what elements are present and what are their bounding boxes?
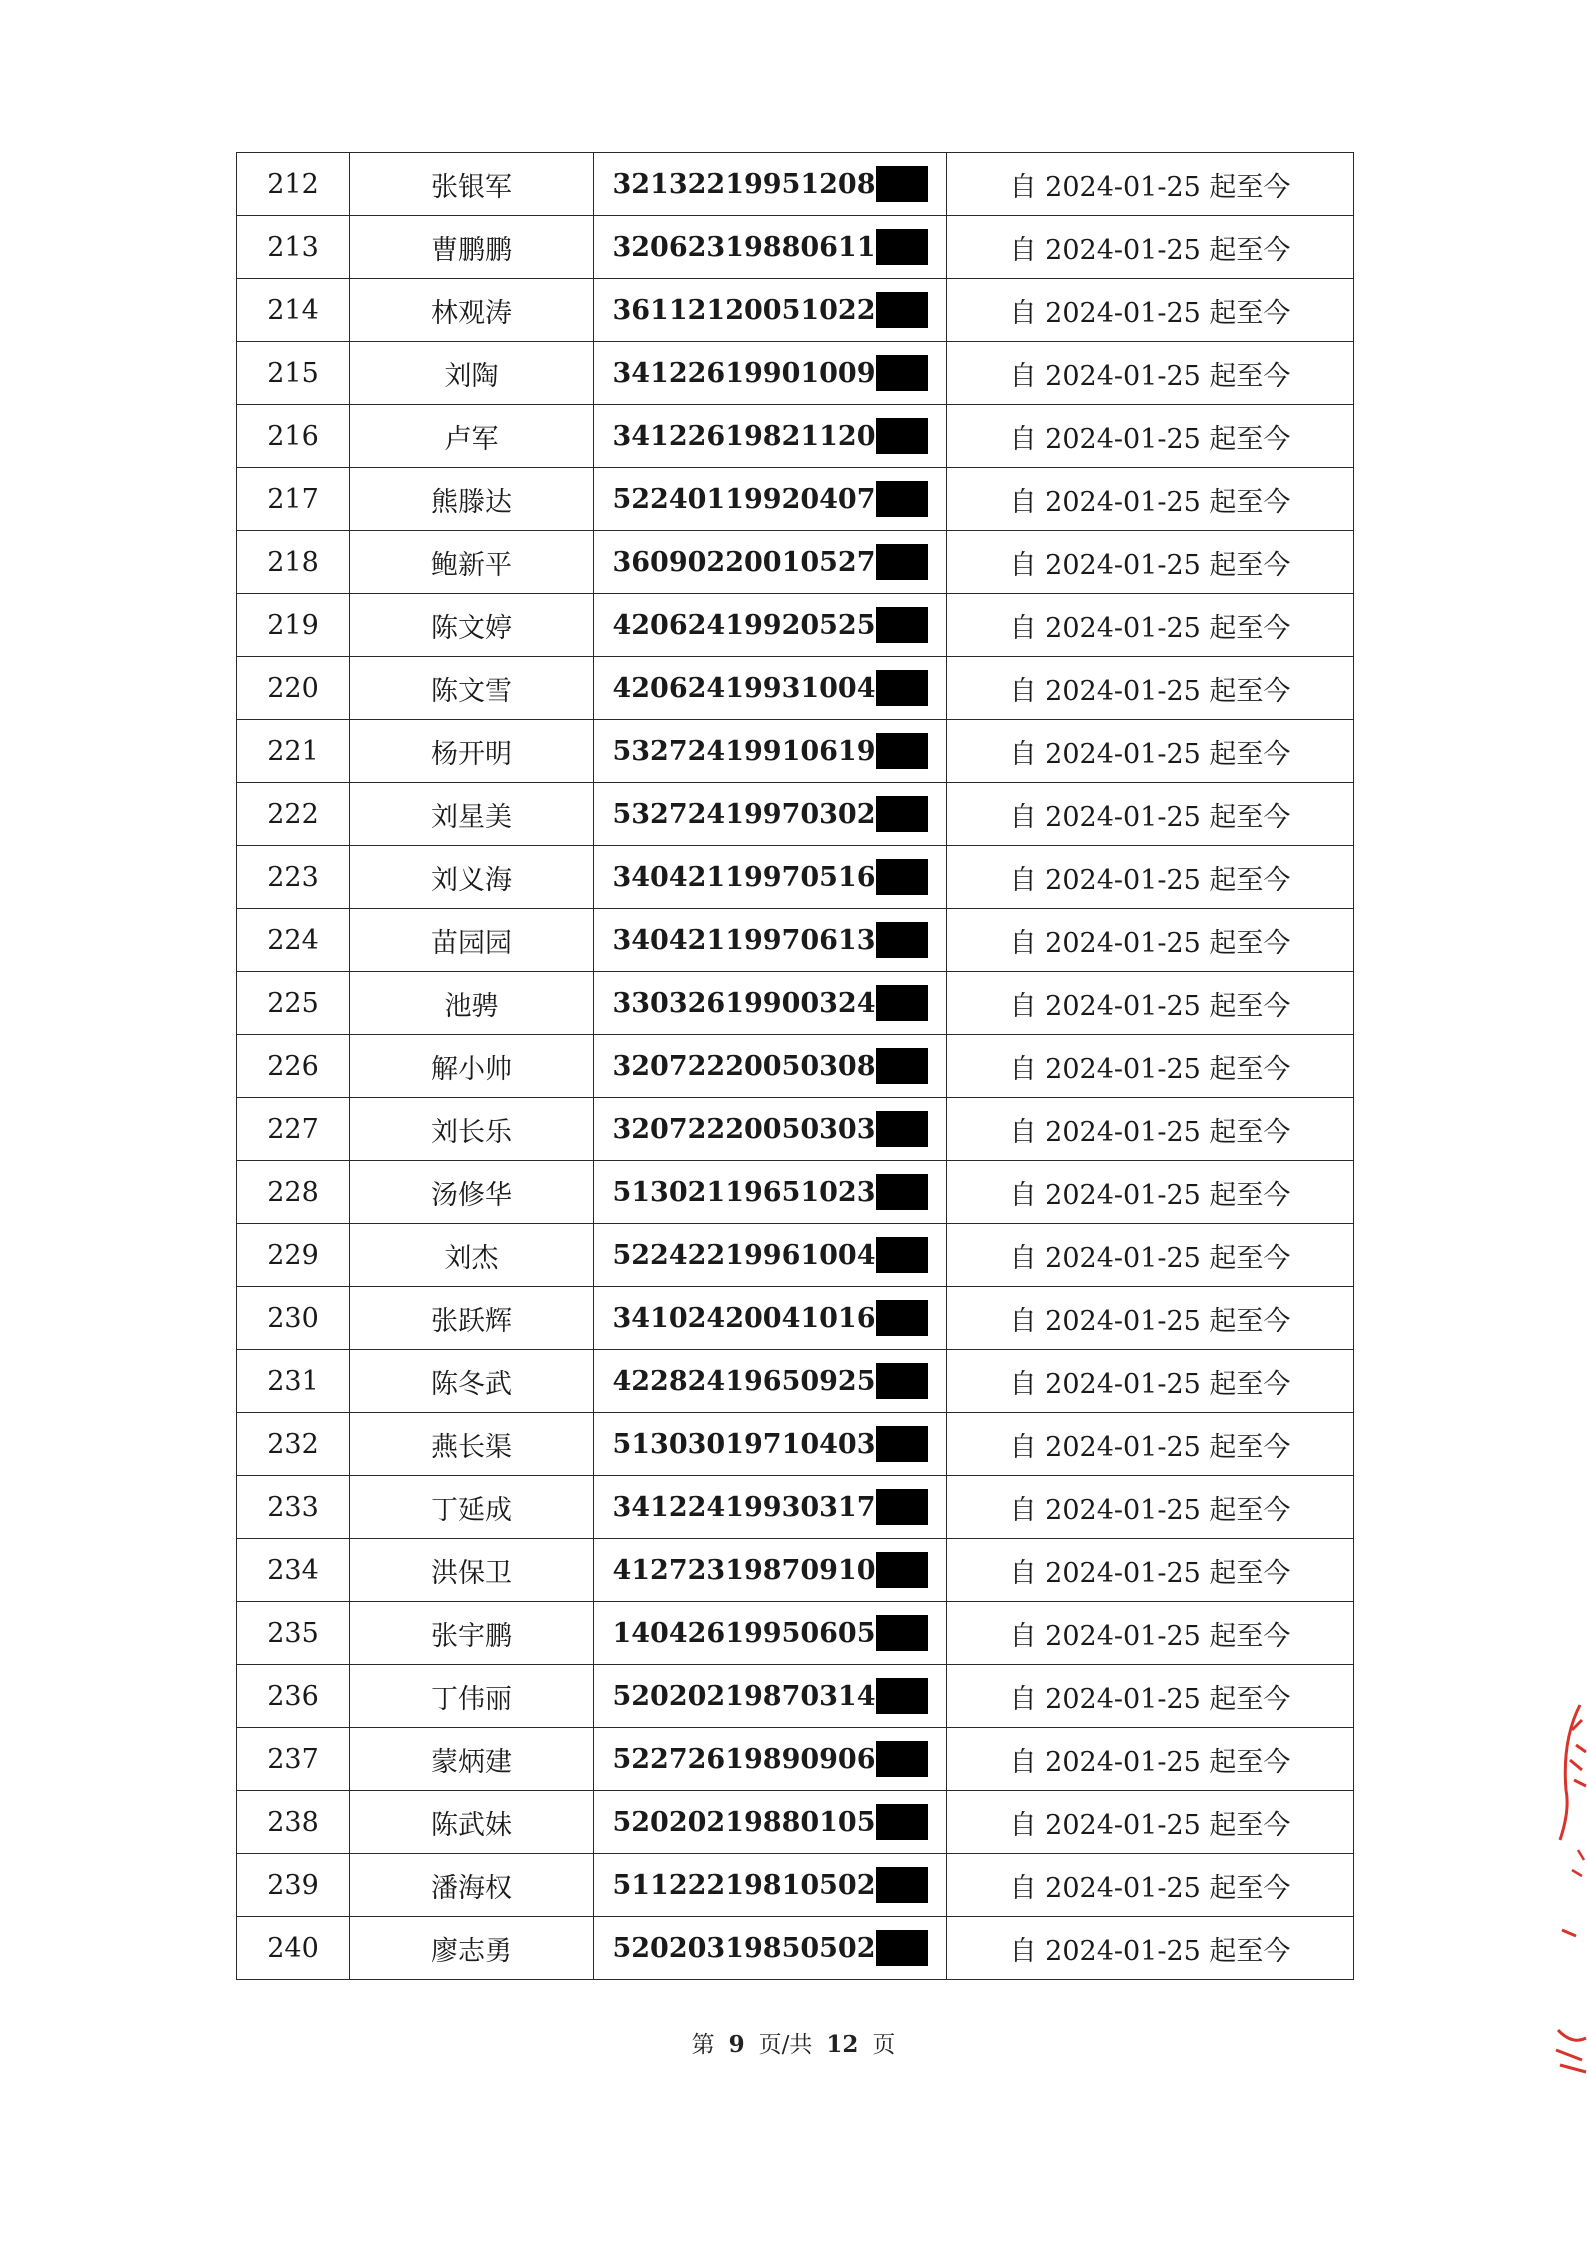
effective-period: 自 2024-01-25 起至今 bbox=[947, 342, 1354, 405]
id-number-cell bbox=[594, 657, 947, 720]
effective-period: 自 2024-01-25 起至今 bbox=[947, 405, 1354, 468]
effective-period: 自 2024-01-25 起至今 bbox=[947, 846, 1354, 909]
redaction-block bbox=[876, 1174, 928, 1210]
id-number-cell bbox=[594, 531, 947, 594]
id-number-cell bbox=[594, 405, 947, 468]
person-name: 丁伟丽 bbox=[350, 1665, 594, 1728]
row-number: 228 bbox=[237, 1161, 350, 1224]
id-number-cell bbox=[594, 342, 947, 405]
table-row bbox=[237, 216, 1354, 279]
person-name: 林观涛 bbox=[350, 279, 594, 342]
redaction-block bbox=[876, 922, 928, 958]
redaction-block bbox=[876, 859, 928, 895]
table-row bbox=[237, 1602, 1354, 1665]
redaction-block bbox=[876, 1615, 928, 1651]
redaction-block bbox=[876, 1741, 928, 1777]
id-number-cell bbox=[594, 1413, 947, 1476]
id-number-partial: 52020219870314 bbox=[612, 1680, 876, 1712]
id-number-cell bbox=[594, 1728, 947, 1791]
id-number-partial: 34122619821120 bbox=[612, 420, 876, 452]
effective-period: 自 2024-01-25 起至今 bbox=[947, 657, 1354, 720]
table-row bbox=[237, 1728, 1354, 1791]
person-name: 曹鹏鹏 bbox=[350, 216, 594, 279]
table-row bbox=[237, 153, 1354, 216]
redaction-block bbox=[876, 733, 928, 769]
effective-period: 自 2024-01-25 起至今 bbox=[947, 279, 1354, 342]
footer-middle: 页/共 bbox=[758, 2032, 813, 2058]
id-number-cell bbox=[594, 153, 947, 216]
effective-period: 自 2024-01-25 起至今 bbox=[947, 909, 1354, 972]
id-number-cell bbox=[594, 783, 947, 846]
table-row bbox=[237, 1665, 1354, 1728]
person-name: 张跃辉 bbox=[350, 1287, 594, 1350]
effective-period: 自 2024-01-25 起至今 bbox=[947, 1098, 1354, 1161]
row-number: 224 bbox=[237, 909, 350, 972]
person-name: 陈文雪 bbox=[350, 657, 594, 720]
effective-period: 自 2024-01-25 起至今 bbox=[947, 153, 1354, 216]
table-body bbox=[237, 153, 1354, 1980]
row-number: 231 bbox=[237, 1350, 350, 1413]
row-number: 221 bbox=[237, 720, 350, 783]
person-name: 陈武妹 bbox=[350, 1791, 594, 1854]
redaction-block bbox=[876, 292, 928, 328]
effective-period: 自 2024-01-25 起至今 bbox=[947, 1539, 1354, 1602]
effective-period: 自 2024-01-25 起至今 bbox=[947, 1917, 1354, 1980]
row-number: 214 bbox=[237, 279, 350, 342]
effective-period: 自 2024-01-25 起至今 bbox=[947, 216, 1354, 279]
id-number-cell bbox=[594, 1854, 947, 1917]
effective-period: 自 2024-01-25 起至今 bbox=[947, 1035, 1354, 1098]
id-number-partial: 52020219880105 bbox=[612, 1806, 876, 1838]
person-name: 鲍新平 bbox=[350, 531, 594, 594]
id-number-cell bbox=[594, 1350, 947, 1413]
id-number-cell bbox=[594, 468, 947, 531]
row-number: 229 bbox=[237, 1224, 350, 1287]
redaction-block bbox=[876, 607, 928, 643]
id-number-partial: 36112120051022 bbox=[612, 294, 876, 326]
redaction-block bbox=[876, 418, 928, 454]
table-row bbox=[237, 594, 1354, 657]
table-row bbox=[237, 1350, 1354, 1413]
id-number-partial: 32072220050303 bbox=[612, 1113, 876, 1145]
row-number: 219 bbox=[237, 594, 350, 657]
id-number-partial: 34102420041016 bbox=[612, 1302, 876, 1334]
table-row bbox=[237, 1287, 1354, 1350]
person-name: 解小帅 bbox=[350, 1035, 594, 1098]
redaction-block bbox=[876, 1867, 928, 1903]
id-number-cell bbox=[594, 279, 947, 342]
id-number-cell bbox=[594, 720, 947, 783]
row-number: 239 bbox=[237, 1854, 350, 1917]
id-number-partial: 42282419650925 bbox=[612, 1365, 876, 1397]
table-row bbox=[237, 1476, 1354, 1539]
effective-period: 自 2024-01-25 起至今 bbox=[947, 1854, 1354, 1917]
row-number: 223 bbox=[237, 846, 350, 909]
person-name: 刘杰 bbox=[350, 1224, 594, 1287]
row-number: 232 bbox=[237, 1413, 350, 1476]
id-number-partial: 34042119970613 bbox=[612, 924, 876, 956]
redaction-block bbox=[876, 670, 928, 706]
id-number-partial: 32072220050308 bbox=[612, 1050, 876, 1082]
row-number: 230 bbox=[237, 1287, 350, 1350]
row-number: 240 bbox=[237, 1917, 350, 1980]
redaction-block bbox=[876, 481, 928, 517]
id-number-partial: 34122419930317 bbox=[612, 1491, 876, 1523]
id-number-partial: 36090220010527 bbox=[612, 546, 876, 578]
effective-period: 自 2024-01-25 起至今 bbox=[947, 1476, 1354, 1539]
row-number: 236 bbox=[237, 1665, 350, 1728]
id-number-partial: 51303019710403 bbox=[612, 1428, 876, 1460]
redaction-block bbox=[876, 229, 928, 265]
personnel-table bbox=[236, 152, 1354, 1980]
redaction-block bbox=[876, 355, 928, 391]
redaction-block bbox=[876, 1930, 928, 1966]
id-number-cell bbox=[594, 1161, 947, 1224]
redaction-block bbox=[876, 796, 928, 832]
table-row bbox=[237, 657, 1354, 720]
person-name: 陈文婷 bbox=[350, 594, 594, 657]
effective-period: 自 2024-01-25 起至今 bbox=[947, 531, 1354, 594]
redaction-block bbox=[876, 166, 928, 202]
table-row bbox=[237, 531, 1354, 594]
id-number-partial: 14042619950605 bbox=[612, 1617, 876, 1649]
person-name: 洪保卫 bbox=[350, 1539, 594, 1602]
redaction-block bbox=[876, 1552, 928, 1588]
table-row bbox=[237, 1035, 1354, 1098]
row-number: 216 bbox=[237, 405, 350, 468]
effective-period: 自 2024-01-25 起至今 bbox=[947, 720, 1354, 783]
person-name: 苗园园 bbox=[350, 909, 594, 972]
person-name: 刘星美 bbox=[350, 783, 594, 846]
id-number-cell bbox=[594, 972, 947, 1035]
table-row bbox=[237, 1098, 1354, 1161]
person-name: 刘长乐 bbox=[350, 1098, 594, 1161]
id-number-partial: 42062419920525 bbox=[612, 609, 876, 641]
person-name: 汤修华 bbox=[350, 1161, 594, 1224]
total-pages-number: 12 bbox=[826, 2031, 859, 2058]
current-page-number: 9 bbox=[728, 2031, 745, 2058]
id-number-partial: 41272319870910 bbox=[612, 1554, 876, 1586]
table-row bbox=[237, 279, 1354, 342]
id-number-cell bbox=[594, 1224, 947, 1287]
table-row bbox=[237, 846, 1354, 909]
redaction-block bbox=[876, 1363, 928, 1399]
table-row bbox=[237, 1917, 1354, 1980]
effective-period: 自 2024-01-25 起至今 bbox=[947, 972, 1354, 1035]
official-seal-stamp bbox=[1552, 1700, 1587, 2080]
effective-period: 自 2024-01-25 起至今 bbox=[947, 468, 1354, 531]
table-row bbox=[237, 720, 1354, 783]
row-number: 220 bbox=[237, 657, 350, 720]
effective-period: 自 2024-01-25 起至今 bbox=[947, 1224, 1354, 1287]
table-row bbox=[237, 1854, 1354, 1917]
row-number: 225 bbox=[237, 972, 350, 1035]
id-number-partial: 32132219951208 bbox=[612, 168, 876, 200]
table-row bbox=[237, 909, 1354, 972]
id-number-cell bbox=[594, 594, 947, 657]
redaction-block bbox=[876, 1111, 928, 1147]
id-number-partial: 53272419970302 bbox=[612, 798, 876, 830]
id-number-partial: 51302119651023 bbox=[612, 1176, 876, 1208]
id-number-partial: 52020319850502 bbox=[612, 1932, 876, 1964]
person-name: 熊滕达 bbox=[350, 468, 594, 531]
id-number-cell bbox=[594, 846, 947, 909]
person-name: 刘义海 bbox=[350, 846, 594, 909]
table-row bbox=[237, 783, 1354, 846]
table-row bbox=[237, 1413, 1354, 1476]
id-number-partial: 32062319880611 bbox=[612, 231, 876, 263]
effective-period: 自 2024-01-25 起至今 bbox=[947, 1350, 1354, 1413]
footer-prefix: 第 bbox=[691, 2032, 715, 2058]
person-name: 丁延成 bbox=[350, 1476, 594, 1539]
row-number: 215 bbox=[237, 342, 350, 405]
table-row bbox=[237, 468, 1354, 531]
row-number: 235 bbox=[237, 1602, 350, 1665]
table-row bbox=[237, 1224, 1354, 1287]
id-number-cell bbox=[594, 1287, 947, 1350]
table-row bbox=[237, 1791, 1354, 1854]
row-number: 212 bbox=[237, 153, 350, 216]
person-name: 燕长渠 bbox=[350, 1413, 594, 1476]
id-number-cell bbox=[594, 1035, 947, 1098]
table-row bbox=[237, 405, 1354, 468]
id-number-cell bbox=[594, 216, 947, 279]
row-number: 222 bbox=[237, 783, 350, 846]
id-number-partial: 42062419931004 bbox=[612, 672, 876, 704]
redaction-block bbox=[876, 1048, 928, 1084]
table-row bbox=[237, 1161, 1354, 1224]
id-number-partial: 52272619890906 bbox=[612, 1743, 876, 1775]
id-number-cell bbox=[594, 1098, 947, 1161]
footer-suffix: 页 bbox=[872, 2032, 896, 2058]
person-name: 杨开明 bbox=[350, 720, 594, 783]
redaction-block bbox=[876, 1237, 928, 1273]
person-name: 刘陶 bbox=[350, 342, 594, 405]
id-number-partial: 52240119920407 bbox=[612, 483, 876, 515]
table-row bbox=[237, 1539, 1354, 1602]
row-number: 213 bbox=[237, 216, 350, 279]
id-number-partial: 34042119970516 bbox=[612, 861, 876, 893]
page-footer bbox=[0, 2026, 1587, 2059]
redaction-block bbox=[876, 1804, 928, 1840]
row-number: 233 bbox=[237, 1476, 350, 1539]
row-number: 234 bbox=[237, 1539, 350, 1602]
id-number-cell bbox=[594, 1665, 947, 1728]
id-number-partial: 34122619901009 bbox=[612, 357, 876, 389]
person-name: 陈冬武 bbox=[350, 1350, 594, 1413]
id-number-partial: 51122219810502 bbox=[612, 1869, 876, 1901]
person-name: 张银军 bbox=[350, 153, 594, 216]
person-name: 卢军 bbox=[350, 405, 594, 468]
effective-period: 自 2024-01-25 起至今 bbox=[947, 1161, 1354, 1224]
redaction-block bbox=[876, 1678, 928, 1714]
effective-period: 自 2024-01-25 起至今 bbox=[947, 1791, 1354, 1854]
effective-period: 自 2024-01-25 起至今 bbox=[947, 594, 1354, 657]
person-name: 廖志勇 bbox=[350, 1917, 594, 1980]
redaction-block bbox=[876, 1426, 928, 1462]
id-number-cell bbox=[594, 909, 947, 972]
row-number: 226 bbox=[237, 1035, 350, 1098]
id-number-cell bbox=[594, 1539, 947, 1602]
table-row bbox=[237, 972, 1354, 1035]
person-name: 潘海权 bbox=[350, 1854, 594, 1917]
redaction-block bbox=[876, 1489, 928, 1525]
redaction-block bbox=[876, 544, 928, 580]
redaction-block bbox=[876, 1300, 928, 1336]
effective-period: 自 2024-01-25 起至今 bbox=[947, 1602, 1354, 1665]
row-number: 237 bbox=[237, 1728, 350, 1791]
effective-period: 自 2024-01-25 起至今 bbox=[947, 1728, 1354, 1791]
row-number: 238 bbox=[237, 1791, 350, 1854]
id-number-cell bbox=[594, 1917, 947, 1980]
row-number: 227 bbox=[237, 1098, 350, 1161]
redaction-block bbox=[876, 985, 928, 1021]
id-number-cell bbox=[594, 1791, 947, 1854]
row-number: 217 bbox=[237, 468, 350, 531]
effective-period: 自 2024-01-25 起至今 bbox=[947, 1413, 1354, 1476]
row-number: 218 bbox=[237, 531, 350, 594]
table-row bbox=[237, 342, 1354, 405]
person-name: 池骋 bbox=[350, 972, 594, 1035]
id-number-partial: 33032619900324 bbox=[612, 987, 876, 1019]
id-number-partial: 52242219961004 bbox=[612, 1239, 876, 1271]
id-number-cell bbox=[594, 1476, 947, 1539]
id-number-partial: 53272419910619 bbox=[612, 735, 876, 767]
person-name: 蒙炳建 bbox=[350, 1728, 594, 1791]
effective-period: 自 2024-01-25 起至今 bbox=[947, 1287, 1354, 1350]
id-number-cell bbox=[594, 1602, 947, 1665]
effective-period: 自 2024-01-25 起至今 bbox=[947, 1665, 1354, 1728]
effective-period: 自 2024-01-25 起至今 bbox=[947, 783, 1354, 846]
person-name: 张宇鹏 bbox=[350, 1602, 594, 1665]
